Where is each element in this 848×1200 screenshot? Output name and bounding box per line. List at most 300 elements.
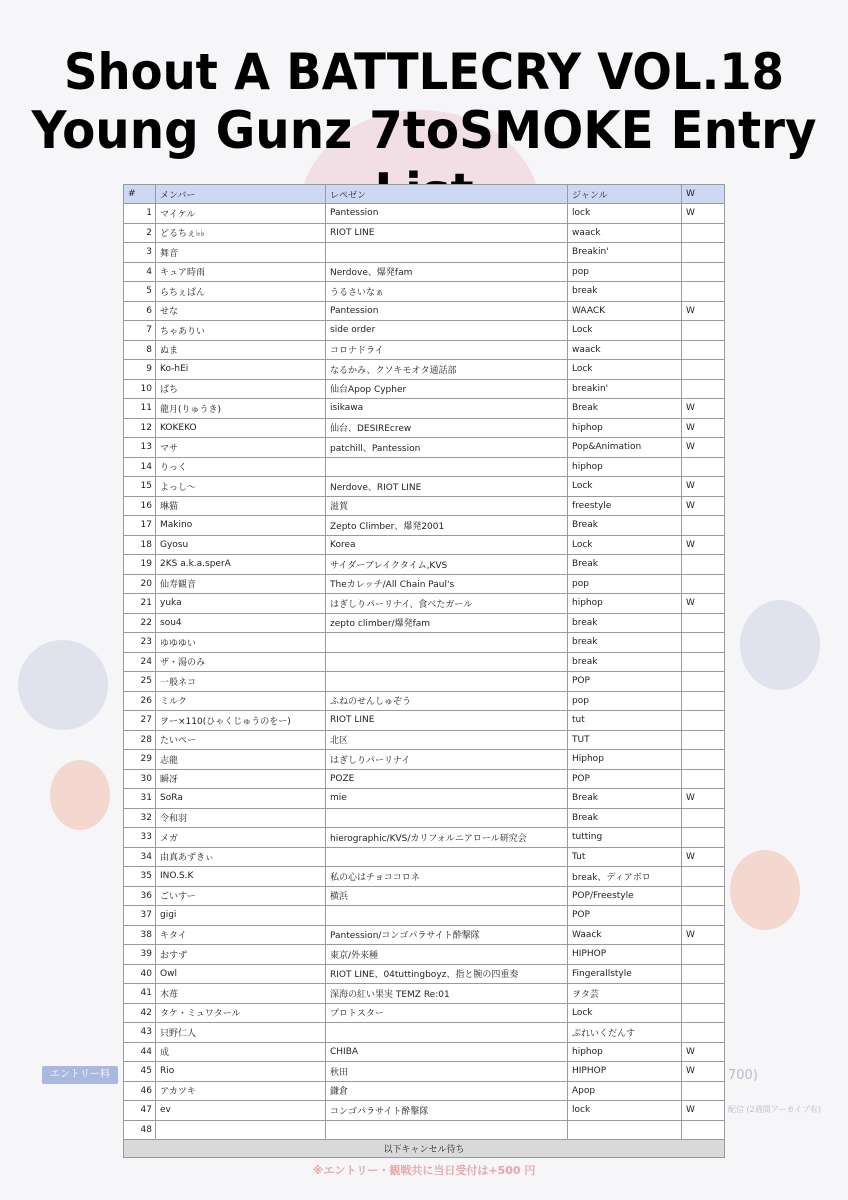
cell-genre: Lock <box>568 360 682 380</box>
cell-num: 11 <box>124 399 156 419</box>
cell-genre: Lock <box>568 321 682 341</box>
cell-num: 46 <box>124 1081 156 1101</box>
table-row <box>124 477 725 497</box>
cell-member: Rio <box>156 1062 326 1082</box>
cell-genre: Fingerallstyle <box>568 964 682 984</box>
cell-genre: Lock <box>568 1003 682 1023</box>
cell-genre: Break <box>568 789 682 809</box>
cell-member: ちゃありい <box>156 321 326 341</box>
cell-member: 成 <box>156 1042 326 1062</box>
cell-represent <box>326 633 568 653</box>
cell-w <box>682 808 725 828</box>
cell-represent: はぎしりパーリナイ、食べたガール <box>326 594 568 614</box>
cell-w: W <box>682 496 725 516</box>
background-shape <box>50 760 110 830</box>
table-row <box>124 652 725 672</box>
cell-num: 42 <box>124 1003 156 1023</box>
cell-w <box>682 691 725 711</box>
cell-w: W <box>682 535 725 555</box>
cell-genre: Tut <box>568 847 682 867</box>
cell-w: W <box>682 301 725 321</box>
cell-represent: 秋田 <box>326 1062 568 1082</box>
cell-genre: Waack <box>568 925 682 945</box>
cell-genre: lock <box>568 1101 682 1121</box>
cell-num: 35 <box>124 867 156 887</box>
cell-w <box>682 321 725 341</box>
background-shape <box>18 640 108 730</box>
cell-genre: pop <box>568 574 682 594</box>
cell-represent: mie <box>326 789 568 809</box>
cell-w <box>682 340 725 360</box>
cell-w: W <box>682 477 725 497</box>
cell-num: 20 <box>124 574 156 594</box>
cell-num: 36 <box>124 886 156 906</box>
header-genre: ジャンル <box>568 185 682 204</box>
table-row <box>124 204 725 224</box>
cell-num: 48 <box>124 1120 156 1140</box>
cell-member: メガ <box>156 828 326 848</box>
cell-represent: zepto climber/爆発fam <box>326 613 568 633</box>
table-row <box>124 340 725 360</box>
page-title-line-2: Young Gunz 7toSMOKE Entry <box>31 101 817 161</box>
cell-represent <box>326 906 568 926</box>
table-row <box>124 984 725 1004</box>
cell-represent: 北区 <box>326 730 568 750</box>
cell-represent: CHIBA <box>326 1042 568 1062</box>
table-row <box>124 516 725 536</box>
cell-num: 5 <box>124 282 156 302</box>
cell-w <box>682 633 725 653</box>
cell-num: 15 <box>124 477 156 497</box>
cell-genre: TUT <box>568 730 682 750</box>
cell-genre: Pop&Animation <box>568 438 682 458</box>
table-row <box>124 769 725 789</box>
cell-represent: RIOT LINE <box>326 711 568 731</box>
cell-genre: ヲタ芸 <box>568 984 682 1004</box>
cell-genre: WAACK <box>568 301 682 321</box>
cell-member: gigi <box>156 906 326 926</box>
cell-num: 8 <box>124 340 156 360</box>
page-title-line-1: Shout A BATTLECRY VOL.18 <box>64 43 784 101</box>
cell-w <box>682 282 725 302</box>
cell-w <box>682 1023 725 1043</box>
table-row <box>124 379 725 399</box>
cell-w: W <box>682 847 725 867</box>
cell-num: 18 <box>124 535 156 555</box>
cell-member: ごいすー <box>156 886 326 906</box>
cell-w <box>682 945 725 965</box>
cell-w <box>682 750 725 770</box>
background-shape <box>740 600 820 690</box>
cell-genre: Break <box>568 555 682 575</box>
table-row <box>124 613 725 633</box>
cell-member: タケ・ミュワタール <box>156 1003 326 1023</box>
table-row <box>124 1101 725 1121</box>
cell-genre: HIPHOP <box>568 1062 682 1082</box>
cell-w <box>682 984 725 1004</box>
cell-num: 14 <box>124 457 156 477</box>
cell-member: Gyosu <box>156 535 326 555</box>
cell-member: ミルク <box>156 691 326 711</box>
same-day-fee-note: ※エントリー・観戦共に当日受付は+500 円 <box>312 1164 536 1177</box>
cell-w: W <box>682 1062 725 1082</box>
cell-genre: Breakin' <box>568 243 682 263</box>
cell-genre: break <box>568 613 682 633</box>
cell-member: ev <box>156 1101 326 1121</box>
side-text-right-small: 配信 (2週間アーカイブ有) <box>728 1105 821 1114</box>
cell-w <box>682 711 725 731</box>
cell-genre: Break <box>568 808 682 828</box>
cell-member: yuka <box>156 594 326 614</box>
background-shape <box>730 850 800 930</box>
cell-num: 9 <box>124 360 156 380</box>
table-row <box>124 418 725 438</box>
cell-w: W <box>682 1042 725 1062</box>
table-row <box>124 282 725 302</box>
cell-w: W <box>682 204 725 224</box>
entry-fee-label: エントリー料 <box>42 1066 118 1084</box>
cell-w <box>682 613 725 633</box>
table-row <box>124 808 725 828</box>
cell-represent: Nerdove、RIOT LINE <box>326 477 568 497</box>
table-row <box>124 964 725 984</box>
cell-num: 44 <box>124 1042 156 1062</box>
cell-member: キュア時雨 <box>156 262 326 282</box>
cell-represent: コンゴパラサイト酔撃隊 <box>326 1101 568 1121</box>
cell-genre: pop <box>568 262 682 282</box>
cell-w <box>682 223 725 243</box>
cell-member: 一般ネコ <box>156 672 326 692</box>
cell-member: せな <box>156 301 326 321</box>
cell-genre: Lock <box>568 535 682 555</box>
cell-member: Makino <box>156 516 326 536</box>
cell-represent: 横浜 <box>326 886 568 906</box>
cell-num: 19 <box>124 555 156 575</box>
table-row <box>124 535 725 555</box>
cell-member: らちぇぱん <box>156 282 326 302</box>
cell-represent: side order <box>326 321 568 341</box>
cell-w: W <box>682 594 725 614</box>
cell-genre: freestyle <box>568 496 682 516</box>
cell-represent: Pantession <box>326 301 568 321</box>
cell-w <box>682 574 725 594</box>
cell-w <box>682 516 725 536</box>
cell-member: sou4 <box>156 613 326 633</box>
cell-num: 12 <box>124 418 156 438</box>
cell-w <box>682 1081 725 1101</box>
cell-num: 22 <box>124 613 156 633</box>
cell-represent <box>326 808 568 828</box>
cell-represent <box>326 1120 568 1140</box>
cell-w: W <box>682 418 725 438</box>
cell-member: INO.S.K <box>156 867 326 887</box>
cell-w <box>682 964 725 984</box>
table-row <box>124 243 725 263</box>
cell-genre: Lock <box>568 477 682 497</box>
cell-w: W <box>682 789 725 809</box>
cell-member <box>156 1120 326 1140</box>
cell-represent <box>326 652 568 672</box>
cell-represent: サイダーブレイクタイム,KVS <box>326 555 568 575</box>
cell-member: 瞬冴 <box>156 769 326 789</box>
cell-represent: コロナドライ <box>326 340 568 360</box>
cell-member: 琳猫 <box>156 496 326 516</box>
header-represent: レペゼン <box>326 185 568 204</box>
cell-represent <box>326 1023 568 1043</box>
cell-num: 39 <box>124 945 156 965</box>
cell-member: 2KS a.k.a.sperA <box>156 555 326 575</box>
table-row <box>124 223 725 243</box>
header-num: # <box>124 185 156 204</box>
table-row <box>124 457 725 477</box>
table-row <box>124 925 725 945</box>
cell-member: おすず <box>156 945 326 965</box>
cell-represent: 東京/外来種 <box>326 945 568 965</box>
table-row <box>124 672 725 692</box>
cell-member: ゆゆゆい <box>156 633 326 653</box>
cell-num: 32 <box>124 808 156 828</box>
cell-member: SoRa <box>156 789 326 809</box>
cell-member: Owl <box>156 964 326 984</box>
cell-w <box>682 360 725 380</box>
cell-member: 令和羽 <box>156 808 326 828</box>
cell-member: アカツキ <box>156 1081 326 1101</box>
table-row <box>124 1120 725 1140</box>
cell-num: 16 <box>124 496 156 516</box>
header-member: メンバー <box>156 185 326 204</box>
cell-genre: Break <box>568 516 682 536</box>
cell-member: 志龍 <box>156 750 326 770</box>
cell-represent: ふねのせんしゅぞう <box>326 691 568 711</box>
cell-represent <box>326 457 568 477</box>
cell-genre: breakin' <box>568 379 682 399</box>
cell-member: キタイ <box>156 925 326 945</box>
cell-represent: RIOT LINE <box>326 223 568 243</box>
table-row <box>124 711 725 731</box>
cell-genre: HIPHOP <box>568 945 682 965</box>
cell-member: 由真あずきぃ <box>156 847 326 867</box>
cell-member: KOKEKO <box>156 418 326 438</box>
cell-represent: 仙台Apop Cypher <box>326 379 568 399</box>
cell-w <box>682 379 725 399</box>
cancel-waitlist-label: 以下キャンセル待ち <box>124 1140 725 1158</box>
cell-num: 31 <box>124 789 156 809</box>
cell-represent: なるかみ、クソキモオタ通話部 <box>326 360 568 380</box>
cell-represent: RIOT LINE、04tuttingboyz、指と腕の四重奏 <box>326 964 568 984</box>
cell-represent <box>326 243 568 263</box>
table-row <box>124 321 725 341</box>
cell-genre: waack <box>568 223 682 243</box>
table-row <box>124 574 725 594</box>
cell-represent: isikawa <box>326 399 568 419</box>
cell-num: 25 <box>124 672 156 692</box>
table-row <box>124 847 725 867</box>
cell-num: 45 <box>124 1062 156 1082</box>
cell-represent: Korea <box>326 535 568 555</box>
cell-genre: break <box>568 282 682 302</box>
table-row <box>124 945 725 965</box>
entry-table <box>123 184 725 1158</box>
table-row <box>124 828 725 848</box>
cell-genre: hiphop <box>568 1042 682 1062</box>
cell-member: ザ・湯のみ <box>156 652 326 672</box>
cell-genre: pop <box>568 691 682 711</box>
table-row <box>124 750 725 770</box>
table-row <box>124 886 725 906</box>
table-row <box>124 555 725 575</box>
cell-genre: hiphop <box>568 418 682 438</box>
table-row <box>124 730 725 750</box>
cell-num: 17 <box>124 516 156 536</box>
table-row <box>124 1003 725 1023</box>
cell-num: 43 <box>124 1023 156 1043</box>
table-row <box>124 1081 725 1101</box>
cell-genre: break、ディアボロ <box>568 867 682 887</box>
cell-member: マサ <box>156 438 326 458</box>
cell-w <box>682 555 725 575</box>
cell-represent: 私の心はチョココロネ <box>326 867 568 887</box>
cell-genre: Apop <box>568 1081 682 1101</box>
table-row <box>124 633 725 653</box>
cell-represent: Theカレッチ/All Chain Paul's <box>326 574 568 594</box>
cell-genre: Hiphop <box>568 750 682 770</box>
cell-w <box>682 886 725 906</box>
table-row <box>124 301 725 321</box>
cell-member: 仙寿観音 <box>156 574 326 594</box>
table-row <box>124 594 725 614</box>
cell-w <box>682 457 725 477</box>
cell-represent: Pantession/コンゴパラサイト酔撃隊 <box>326 925 568 945</box>
cell-genre: tutting <box>568 828 682 848</box>
cell-represent: 鎌倉 <box>326 1081 568 1101</box>
table-row <box>124 1062 725 1082</box>
cell-represent: patchill、Pantession <box>326 438 568 458</box>
cell-represent: 滋賀 <box>326 496 568 516</box>
cell-represent: うるさいなぁ <box>326 282 568 302</box>
cell-represent <box>326 672 568 692</box>
cell-num: 21 <box>124 594 156 614</box>
cell-num: 47 <box>124 1101 156 1121</box>
cell-member: ぬま <box>156 340 326 360</box>
cell-member: ヲー×110(ひゃくじゅうのをー) <box>156 711 326 731</box>
cell-w <box>682 1003 725 1023</box>
cell-num: 24 <box>124 652 156 672</box>
cell-represent: hierographic/KVS/カリフォルニアロール研究会 <box>326 828 568 848</box>
cell-represent: プロトスター <box>326 1003 568 1023</box>
cell-w <box>682 652 725 672</box>
cell-genre: hiphop <box>568 457 682 477</box>
cell-num: 7 <box>124 321 156 341</box>
cell-represent: POZE <box>326 769 568 789</box>
cell-genre: POP <box>568 769 682 789</box>
cell-represent <box>326 847 568 867</box>
cell-genre: POP <box>568 672 682 692</box>
header-w: W <box>682 185 725 204</box>
cell-w <box>682 828 725 848</box>
cell-genre: lock <box>568 204 682 224</box>
cell-num: 3 <box>124 243 156 263</box>
cell-num: 29 <box>124 750 156 770</box>
cell-genre: POP/Freestyle <box>568 886 682 906</box>
cell-member: ぱち <box>156 379 326 399</box>
cell-genre: POP <box>568 906 682 926</box>
table-row <box>124 496 725 516</box>
table-header-row <box>124 185 725 204</box>
table-row <box>124 399 725 419</box>
cell-represent: Zepto Climber、爆発2001 <box>326 516 568 536</box>
table-row <box>124 789 725 809</box>
cell-w: W <box>682 1101 725 1121</box>
cell-member: 只野仁人 <box>156 1023 326 1043</box>
cell-w: W <box>682 399 725 419</box>
cell-genre: Break <box>568 399 682 419</box>
cell-member: りっく <box>156 457 326 477</box>
cell-member: 龍月(りゅうき) <box>156 399 326 419</box>
cell-num: 4 <box>124 262 156 282</box>
table-row <box>124 438 725 458</box>
table-row <box>124 262 725 282</box>
cell-num: 6 <box>124 301 156 321</box>
cell-member: どるちぇ♭♭ <box>156 223 326 243</box>
cell-w: W <box>682 925 725 945</box>
cell-w: W <box>682 438 725 458</box>
cell-num: 13 <box>124 438 156 458</box>
cell-num: 41 <box>124 984 156 1004</box>
cell-genre: break <box>568 633 682 653</box>
cell-genre: waack <box>568 340 682 360</box>
cell-genre: break <box>568 652 682 672</box>
cell-genre: ぶれいくだんす <box>568 1023 682 1043</box>
table-row <box>124 1023 725 1043</box>
cell-member: 木苺 <box>156 984 326 1004</box>
table-row <box>124 360 725 380</box>
cell-w <box>682 730 725 750</box>
cell-num: 33 <box>124 828 156 848</box>
table-row <box>124 906 725 926</box>
cell-member: マイケル <box>156 204 326 224</box>
cell-represent: Pantession <box>326 204 568 224</box>
cell-member: よっし〜 <box>156 477 326 497</box>
table-row <box>124 1042 725 1062</box>
cell-num: 30 <box>124 769 156 789</box>
cell-w <box>682 262 725 282</box>
cell-w <box>682 672 725 692</box>
cell-num: 28 <box>124 730 156 750</box>
cell-w <box>682 867 725 887</box>
cell-num: 1 <box>124 204 156 224</box>
cell-represent: 仙台、DESIREcrew <box>326 418 568 438</box>
cell-num: 34 <box>124 847 156 867</box>
cell-num: 38 <box>124 925 156 945</box>
cell-num: 37 <box>124 906 156 926</box>
cell-genre <box>568 1120 682 1140</box>
cell-genre: tut <box>568 711 682 731</box>
side-text-right: 700) <box>728 1068 758 1083</box>
cell-num: 23 <box>124 633 156 653</box>
cell-w <box>682 769 725 789</box>
cell-num: 2 <box>124 223 156 243</box>
cell-member: 舞音 <box>156 243 326 263</box>
cell-w <box>682 243 725 263</box>
cell-w <box>682 906 725 926</box>
cell-num: 27 <box>124 711 156 731</box>
cell-genre: hiphop <box>568 594 682 614</box>
cell-member: Ko-hEi <box>156 360 326 380</box>
cell-represent: 深海の紅い果実 TEMZ Re:01 <box>326 984 568 1004</box>
cell-w <box>682 1120 725 1140</box>
cell-represent: はぎしりパーリナイ <box>326 750 568 770</box>
cell-num: 10 <box>124 379 156 399</box>
